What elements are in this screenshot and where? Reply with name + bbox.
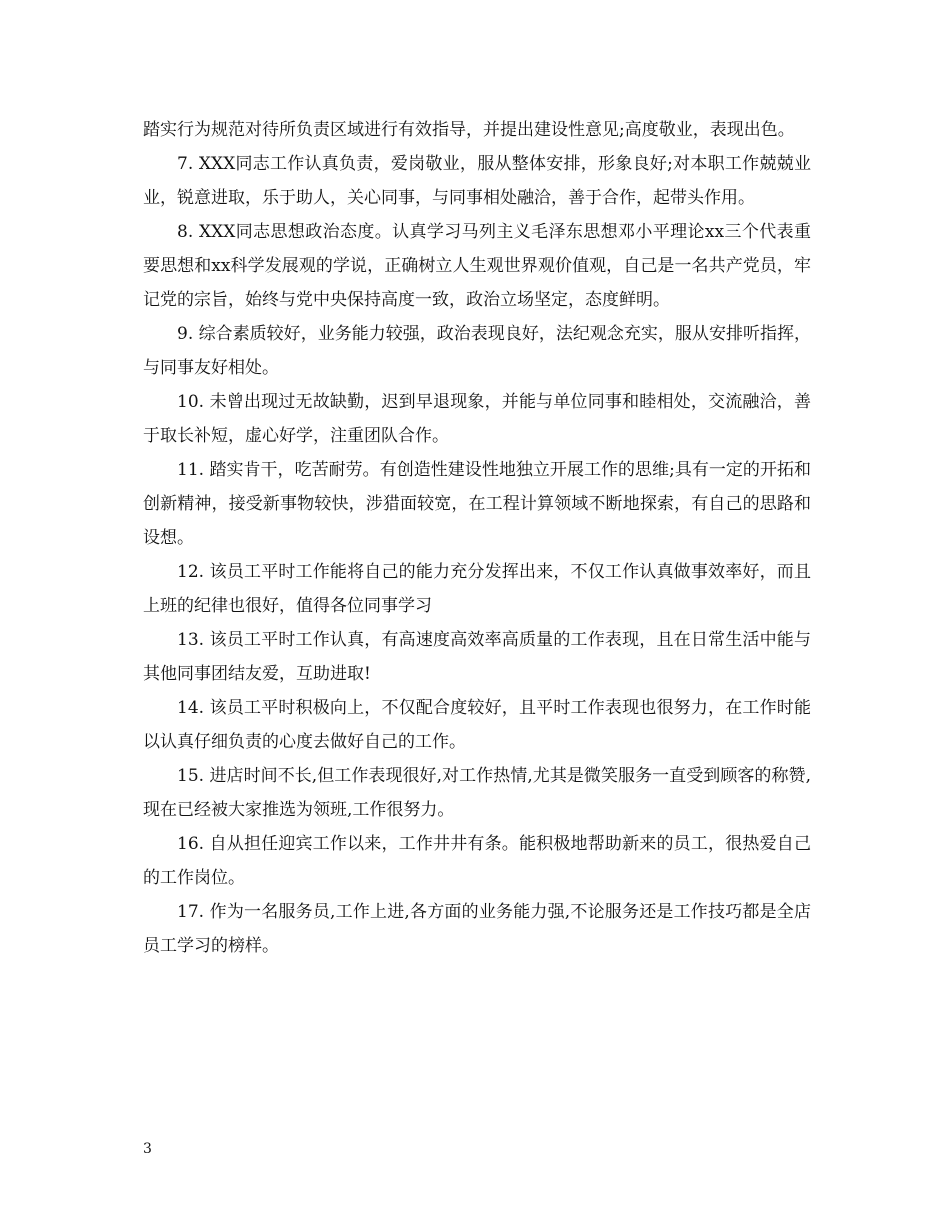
document-body bbox=[143, 113, 811, 963]
paragraph-item-13: 13. 该员工平时工作认真，有高速度高效率高质量的工作表现，且在日常生活中能与其他同事团结友爱，互助进取! bbox=[143, 630, 811, 684]
paragraph-item-12: 12. 该员工平时工作能将自己的能力充分发挥出来，不仅工作认真做事效率好，而且上班的纪律也很好，值得各位同事学习 bbox=[143, 562, 811, 616]
paragraph-item-17: 17. 作为一名服务员,工作上进,各方面的业务能力强,不论服务还是工作技巧都是全店员工学习的榜样。 bbox=[143, 902, 811, 956]
paragraph-item-7: 7. XXX同志工作认真负责，爱岗敬业，服从整体安排，形象良好;对本职工作兢兢业业，锐意进取，乐于助人，关心同事，与同事相处融洽，善于合作，起带头作用。 bbox=[143, 154, 811, 208]
paragraph-item-11: 11. 踏实肯干，吃苦耐劳。有创造性建设性地独立开展工作的思维;具有一定的开拓和创新精神，接受新事物较快，涉猎面较宽，在工程计算领域不断地探索，有自己的思路和设想。 bbox=[143, 460, 811, 548]
paragraph-item-10: 10. 未曾出现过无故缺勤，迟到早退现象，并能与单位同事和睦相处，交流融洽，善于取长补短，虚心好学，注重团队合作。 bbox=[143, 392, 811, 446]
paragraph-item-15: 15. 进店时间不长,但工作表现很好,对工作热情,尤其是微笑服务一直受到顾客的称赞,现在已经被大家推选为领班,工作很努力。 bbox=[143, 766, 811, 820]
paragraph-item-16: 16. 自从担任迎宾工作以来，工作井井有条。能积极地帮助新来的员工，很热爱自己的工作岗位。 bbox=[143, 834, 811, 888]
paragraph-item-9: 9. 综合素质较好，业务能力较强，政治表现良好，法纪观念充实，服从安排听指挥，与同事友好相处。 bbox=[143, 324, 811, 378]
page-number: 3 bbox=[143, 1141, 152, 1157]
paragraph-item-8: 8. XXX同志思想政治态度。认真学习马列主义毛泽东思想邓小平理论xx三个代表重要思想和xx科学发展观的学说，正确树立人生观世界观价值观，自己是一名共产党员，牢记党的宗旨，始终与党中央保持高度一致，政治立场坚定，态度鲜明。 bbox=[143, 222, 811, 310]
paragraph-continuation: 踏实行为规范对待所负责区域进行有效指导，并提出建设性意见;高度敬业，表现出色。 bbox=[143, 120, 795, 140]
paragraph-item-14: 14. 该员工平时积极向上，不仅配合度较好，且平时工作表现也很努力，在工作时能以认真仔细负责的心度去做好自己的工作。 bbox=[143, 698, 811, 752]
